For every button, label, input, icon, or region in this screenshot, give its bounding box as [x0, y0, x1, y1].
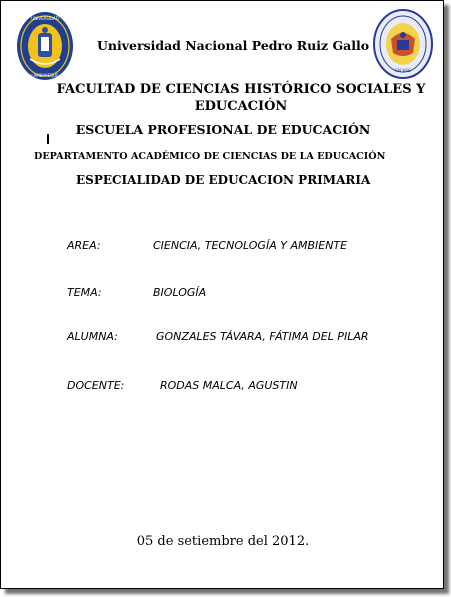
- university-seal-icon: [16, 11, 74, 81]
- specialty-title: ESPECIALIDAD DE EDUCACION PRIMARIA: [76, 173, 371, 187]
- faculty-seal-icon: [373, 9, 433, 79]
- alumna-value: GONZALES TÁVARA, FÁTIMA DEL PILAR: [156, 330, 369, 343]
- faculty-title: FACULTAD DE CIENCIAS HISTÓRICO SOCIALES Y EDUCACIÓN: [56, 82, 426, 114]
- alumna-label: ALUMNA:: [67, 330, 118, 343]
- text-cursor: [47, 134, 49, 144]
- school-title: ESCUELA PROFESIONAL DE EDUCACIÓN: [75, 122, 371, 137]
- svg-text:LAMBAYEQUE: LAMBAYEQUE: [31, 73, 59, 78]
- docente-label: DOCENTE:: [67, 379, 125, 392]
- area-label: AREA:: [67, 239, 101, 252]
- tema-label: TEMA:: [67, 286, 102, 299]
- university-name: Universidad Nacional Pedro Ruiz Gallo: [97, 38, 370, 53]
- tema-value: BIOLOGÍA: [153, 286, 207, 299]
- svg-text:FACHSE: FACHSE: [395, 68, 411, 73]
- docente-value: RODAS MALCA, AGUSTIN: [160, 379, 298, 392]
- department-title: DEPARTAMENTO ACADÉMICO DE CIENCIAS DE LA EDUCACIÓN: [34, 151, 386, 162]
- area-value: CIENCIA, TECNOLOGÍA Y AMBIENTE: [153, 239, 348, 252]
- document-date: 05 de setiembre del 2012.: [136, 534, 310, 549]
- svg-text:UNIVERSIDAD: UNIVERSIDAD: [31, 16, 59, 21]
